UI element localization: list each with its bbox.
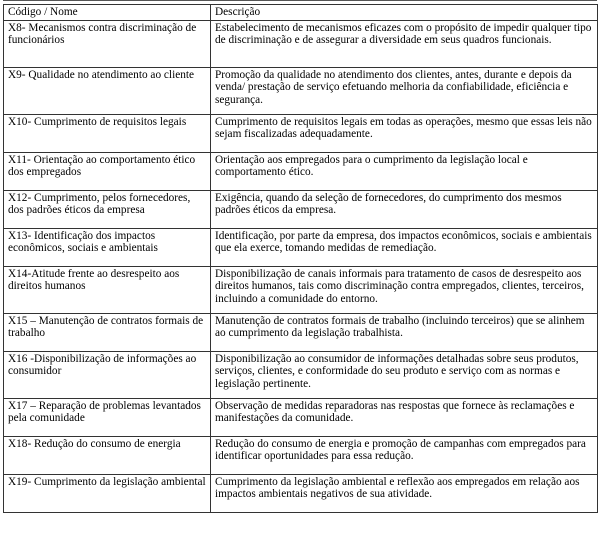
- row-description: Promoção da qualidade no atendimento dos clientes, antes, durante e depois da venda/ prestação de serviço efetuando melhoria da confiabilidade, eficiência e segurança.: [211, 67, 598, 114]
- row-description: Cumprimento da legislação ambiental e reflexão aos empregados em relação aos impactos ambientais negativos de sua atividade.: [211, 474, 598, 512]
- row-code-name: X18- Redução do consumo de energia: [4, 436, 211, 474]
- table-row: [4, 351, 598, 398]
- table-row: [4, 313, 598, 351]
- criteria-table: [3, 4, 598, 513]
- row-code-name: X19- Cumprimento da legislação ambiental: [4, 474, 211, 512]
- row-description: Disponibilização ao consumidor de informações detalhadas sobre seus produtos, serviços, clientes, e conformidade do seu produto e serviço com as normas e legislação pertinente.: [211, 351, 598, 398]
- row-description: Redução do consumo de energia e promoção de campanhas com empregados para identificar oportunidades para essa redução.: [211, 436, 598, 474]
- row-description: Cumprimento de requisitos legais em todas as operações, mesmo que essas leis não sejam fiscalizadas adequadamente.: [211, 114, 598, 152]
- table-row: [4, 266, 598, 313]
- header-description: Descrição: [211, 5, 598, 21]
- row-code-name: X8- Mecanismos contra discriminação de funcionários: [4, 20, 211, 67]
- header-code-name: Código / Nome: [4, 5, 211, 21]
- table-row: [4, 20, 598, 67]
- table-row: [4, 67, 598, 114]
- table-header-row: [4, 5, 598, 21]
- row-code-name: X13- Identificação dos impactos econômicos, sociais e ambientais: [4, 228, 211, 266]
- row-code-name: X11- Orientação ao comportamento ético dos empregados: [4, 152, 211, 190]
- table-row: [4, 152, 598, 190]
- table-row: [4, 114, 598, 152]
- table-row: [4, 228, 598, 266]
- row-code-name: X10- Cumprimento de requisitos legais: [4, 114, 211, 152]
- row-code-name: X14-Atitude frente ao desrespeito aos direitos humanos: [4, 266, 211, 313]
- row-description: Identificação, por parte da empresa, dos impactos econômicos, sociais e ambientais que ela exerce, tomando medidas de remediação.: [211, 228, 598, 266]
- table-row: [4, 436, 598, 474]
- row-description: Disponibilização de canais informais para tratamento de casos de desrespeito aos direitos humanos, tais como discriminação contra empregados, clientes, terceiros, incluindo a comunidade do entorno.: [211, 266, 598, 313]
- table-row: [4, 474, 598, 512]
- table-row: [4, 398, 598, 436]
- row-code-name: X9- Qualidade no atendimento ao cliente: [4, 67, 211, 114]
- row-description: Exigência, quando da seleção de fornecedores, do cumprimento dos mesmos padrões éticos da empresa.: [211, 190, 598, 228]
- row-description: Observação de medidas reparadoras nas respostas que fornece às reclamações e manifestações da comunidade.: [211, 398, 598, 436]
- row-code-name: X17 – Reparação de problemas levantados pela comunidade: [4, 398, 211, 436]
- row-description: Manutenção de contratos formais de trabalho (incluindo terceiros) que se alinhem ao cumprimento da legislação trabalhista.: [211, 313, 598, 351]
- row-code-name: X16 -Disponibilização de informações ao consumidor: [4, 351, 211, 398]
- table-body: [4, 20, 598, 512]
- row-code-name: X15 – Manutenção de contratos formais de trabalho: [4, 313, 211, 351]
- row-description: Orientação aos empregados para o cumprimento da legislação local e comportamento ético.: [211, 152, 598, 190]
- row-code-name: X12- Cumprimento, pelos fornecedores, dos padrões éticos da empresa: [4, 190, 211, 228]
- row-description: Estabelecimento de mecanismos eficazes com o propósito de impedir qualquer tipo de discriminação e de assegurar a diversidade em seus quadros funcionais.: [211, 20, 598, 67]
- table-row: [4, 190, 598, 228]
